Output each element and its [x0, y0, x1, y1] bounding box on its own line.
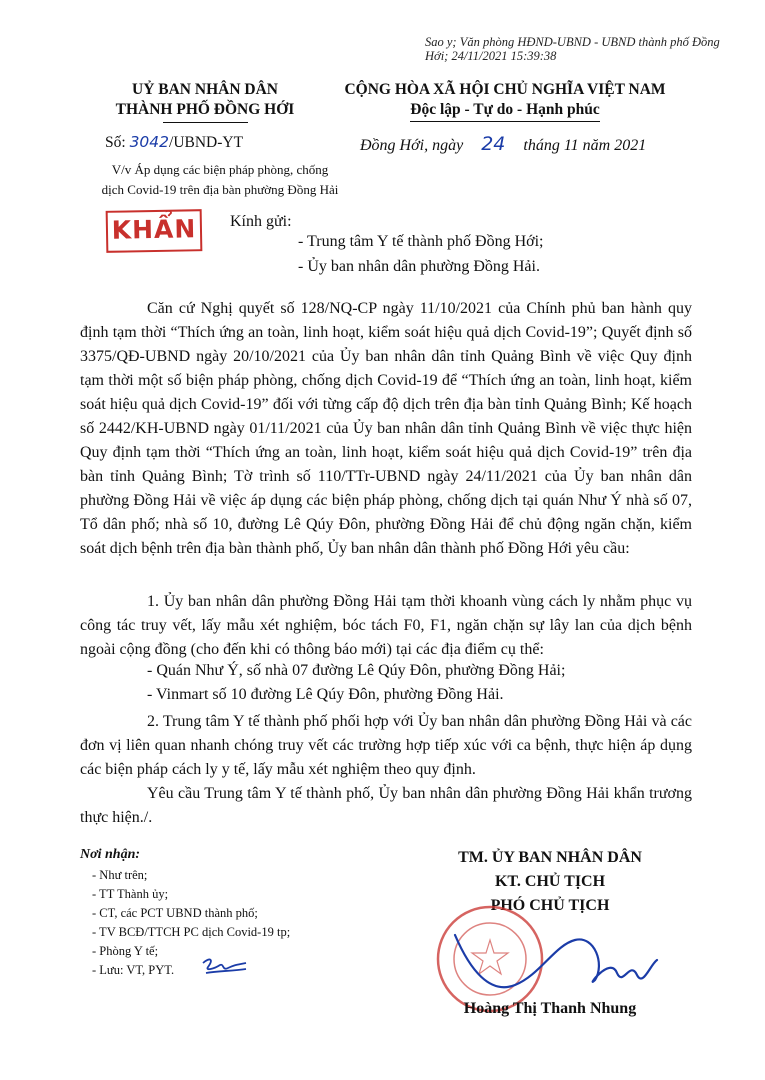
- signer-name: Hoàng Thị Thanh Nhung: [463, 1000, 637, 1017]
- recipient-item: - Ủy ban nhân dân phường Đồng Hải.: [298, 258, 540, 275]
- date-day-handwritten: 24: [481, 133, 506, 155]
- handwritten-signature: [445, 925, 665, 1005]
- date-suffix: tháng 11 năm 2021: [523, 137, 647, 154]
- sign-authority: TM. ỦY BAN NHÂN DÂN: [458, 849, 642, 866]
- org-underline: [163, 122, 248, 123]
- cc-item: - Lưu: VT, PYT.: [92, 963, 175, 977]
- national-heading: [340, 80, 670, 122]
- urgent-stamp: KHẨN: [106, 209, 203, 253]
- document-subject: [80, 160, 360, 200]
- cc-item: - TT Thành ủy;: [92, 887, 169, 901]
- closing-paragraph: Yêu cầu Trung tâm Y tế thành phố, Ủy ban nhân dân phường Đồng Hải khẩn trương thực hiện./.: [80, 785, 692, 826]
- doc-number-suffix: /UBND-YT: [169, 134, 244, 151]
- cc-item: - CT, các PCT UBND thành phố;: [92, 906, 258, 920]
- doc-number-prefix: Số:: [105, 134, 126, 151]
- initials-mark: [200, 955, 250, 977]
- cc-item: - Phòng Y tế;: [92, 944, 159, 958]
- document-number: [105, 133, 243, 152]
- requirement-item-1: 1. Ủy ban nhân dân phường Đồng Hải tạm thời khoanh vùng cách ly nhằm phục vụ công tác truy vết, lấy mẫu xét nghiệm, bóc tách F0, F1, ngăn chặn sự lây lan của dịch bệnh ngoài cộng đồng (cho đến khi có thông báo mới) tại các địa điểm cụ thể:: [80, 593, 692, 658]
- requirement-item-2: 2. Trung tâm Y tế thành phố phối hợp với Ủy ban nhân dân phường Đồng Hải và các đơn vị liên quan nhanh chóng truy vết các trường hợp tiếp xúc với ca bệnh, thực hiện áp dụng các biện pháp cách ly y tế, lấy mẫu xét nghiệm theo quy định.: [80, 713, 692, 778]
- org-line-2: THÀNH PHỐ ĐỒNG HỚI: [115, 101, 295, 118]
- date-prefix: Đồng Hới, ngày: [360, 137, 464, 154]
- cc-item: - TV BCĐ/TTCH PC dịch Covid-19 tp;: [92, 925, 291, 939]
- recipient-item: - Trung tâm Y tế thành phố Đồng Hới;: [298, 233, 544, 250]
- legal-basis-paragraph: Căn cứ Nghị quyết số 128/NQ-CP ngày 11/10/2021 của Chính phủ ban hành quy định tạm thời “Thích ứng an toàn, linh hoạt, kiểm soát hiệu quả dịch Covid-19”; Quyết định số 3375/QĐ-UBND ngày 20/10/2021 của Ủy ban nhân dân tỉnh Quảng Bình về việc Quy định tạm thời một số biện pháp phòng, chống dịch Covid-19 để “Thích ứng an toàn, linh hoạt, kiểm soát hiệu quả dịch Covid-19” đối với từng cấp độ dịch trên địa bàn tỉnh Quảng Bình; Kế hoạch số 2442/KH-UBND ngày 01/11/2021 của Ủy ban nhân dân tỉnh Quảng Bình về việc thực hiện Quy định tạm thời “Thích ứng an toàn, linh hoạt, kiểm soát hiệu quả dịch Covid-19” trên địa bàn tỉnh Quảng Bình; Tờ trình số 110/TTr-UBND ngày 24/11/2021 của Ủy ban nhân dân phường Đồng Hải về việc áp dụng các biện pháp phòng, chống dịch tại quán Như Ý nhà số 07, Tổ dân phố; nhà số 10, đường Lê Qúy Đôn, phường Đồng Hải để chủ động ngăn chặn, kiểm soát dịch bệnh trên địa bàn thành phố, Ủy ban nhân dân thành phố Đồng Hới yêu cầu:: [80, 300, 692, 557]
- republic-title: CỘNG HÒA XÃ HỘI CHỦ NGHĨA VIỆT NAM: [344, 81, 666, 98]
- cc-label: Nơi nhận:: [80, 847, 141, 862]
- issuing-organization: [80, 80, 330, 120]
- national-motto: Độc lập - Tự do - Hạnh phúc: [410, 100, 599, 122]
- org-line-1: UỶ BAN NHÂN DÂN: [132, 81, 278, 98]
- document-date: [360, 133, 646, 155]
- cc-item: - Như trên;: [92, 868, 148, 882]
- subject-line-2: dịch Covid-19 trên địa bàn phường Đồng Hải: [101, 182, 339, 197]
- location-bullet: - Vinmart số 10 đường Lê Qúy Đôn, phường Đồng Hải.: [147, 686, 504, 703]
- doc-number-handwritten: 3042: [129, 133, 170, 151]
- location-bullet: - Quán Như Ý, số nhà 07 đường Lê Qúy Đôn, phường Đồng Hải;: [147, 662, 566, 679]
- sign-on-behalf: KT. CHỦ TỊCH: [494, 873, 606, 890]
- signer-title: PHÓ CHỦ TỊCH: [490, 897, 610, 914]
- digital-copy-note: Sao y; Văn phòng HĐND-UBND - UBND thành phố Đồng Hới; 24/11/2021 15:39:38: [425, 35, 720, 63]
- recipients-label: Kính gửi:: [230, 213, 292, 230]
- subject-line-1: V/v Áp dụng các biện pháp phòng, chống: [111, 162, 329, 177]
